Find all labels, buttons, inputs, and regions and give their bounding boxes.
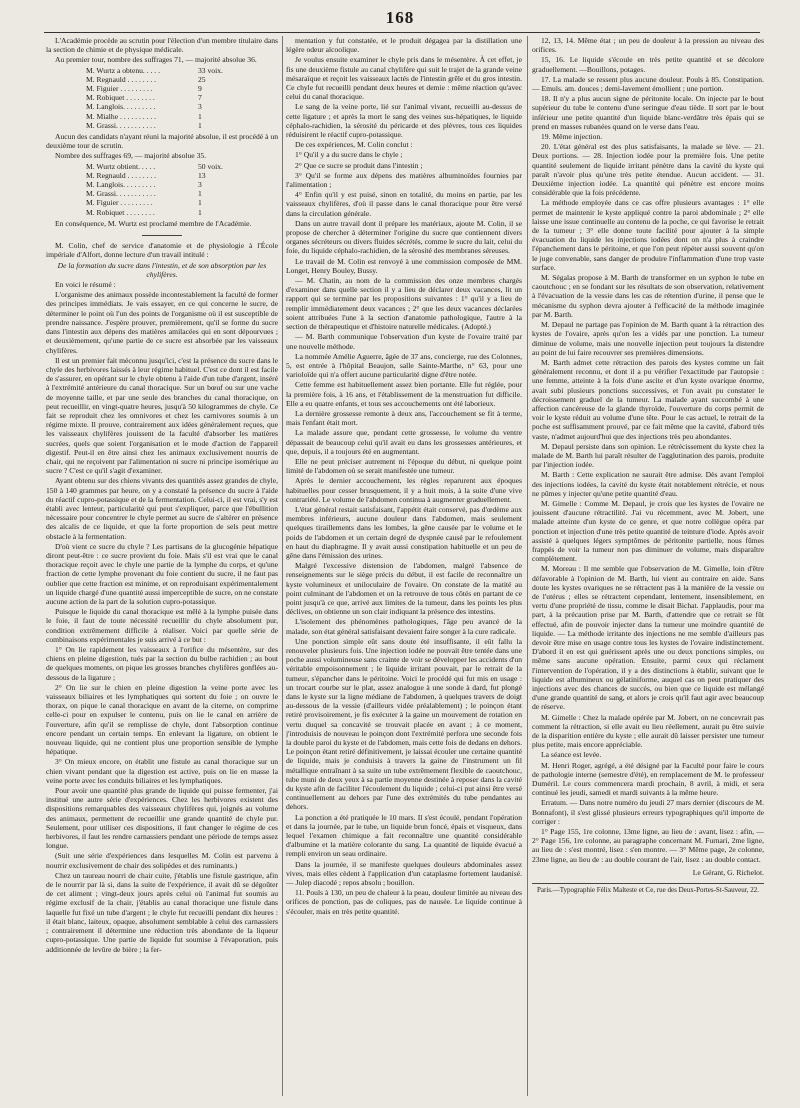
paragraph: La séance est levée. — [541, 750, 602, 760]
paragraph: Le travail de M. Colin est renvoyé à une commission composée de MM. Longet, Henry Bouley, Bussy. — [286, 256, 522, 275]
candidate-name: M. Langlois. . . . . . . . . — [86, 102, 156, 112]
vote-count: 1 — [198, 198, 202, 208]
paragraph: La dernière grossesse remonte à deux ans, l'accouchement se fit à terme, mais l'enfant était mort. — [286, 408, 522, 428]
vote-row — [46, 66, 278, 75]
signature: Le Gérant, G. Richelot. — [692, 867, 764, 877]
paragraph: 11. Pouls à 130, un peu de chaleur à la peau, douleur limitée au niveau des orifices de ponction, pas de coliques, pas de nausée. Le liquide continue à s'écouler, mais en très petite quantité. — [286, 888, 522, 916]
printer-imprint: Paris.—Typographie Félix Malteste et Ce, rue des Deux-Portes-St-Sauveur, 22. — [532, 883, 764, 895]
vote-row — [46, 84, 278, 93]
paragraph: — M. Barth communique l'observation d'un kyste de l'ovaire traité par une nouvelle méthode. — [286, 332, 522, 351]
candidate-name: M. Mialhe . . . . . . . . . . — [86, 111, 157, 121]
paragraph: M. Depaul persiste dans son opinion. Le rétrécissement du kyste chez la malade de M. Barth lui paraît résulter de l'agglutination des parois, produite par l'injection iodée. — [532, 441, 764, 470]
vote-row — [46, 102, 278, 111]
paragraph: Puisque le liquide du canal thoracique est mêlé à la lymphe puisée dans le foie, il faut de toute nécessité recueillir du chyle absolument pur, condition extrêmement difficile à réaliser. Voici par quelle série de combinaisons expérimentales je suis arrivé à ce but : — [46, 607, 278, 644]
paragraph: Erratum. — Dans notre numéro du jeudi 27 mars dernier (discours de M. Bonnafont), il s'est glissé plusieurs erreurs typographiques qu'il importe de corriger : — [532, 798, 764, 826]
column-3 — [532, 36, 764, 1100]
paragraph: 3° On mieux encore, on établit une fistule au canal thoracique sur un chien vivant pendant que la digestion est active, puis on lie en masse la veine porte avec les conduits biliaires et les lymphatiques. — [46, 757, 278, 785]
candidate-name: M. Regnauld . . . . . . . . — [86, 170, 157, 180]
paragraph: 18. Il n'y a plus aucun signe de péritonite locale. On injecte par le bout supérieur du tube le contenu d'une seringue d'eau tiède. Il sort par le bout inférieur une petite quantité d'un liquide blanc-verdâtre très épais qui se prend en masses rubanées quand on le verse dans l'eau. — [532, 94, 764, 131]
paragraph: L'état général restait satisfaisant, l'appétit était conservé, pas d'œdème aux membres inférieurs, aucune douleur dans l'abdomen, mais seulement quelques tiraillements dans les lombes, la gêne causée par le volume et le poids de l'abdomen et un certain degré de dyspnée causé par le refoulement en haut du diaphragme. Il y avait aussi constipation habituelle et un peu de gêne dans l'émission des urines. — [286, 504, 522, 560]
paragraph: Je voulus ensuite examiner le chyle pris dans le mésentère. À cet effet, je fis une deuxième fistule au canal chylifère qui suit le trajet de la grande veine mésaraïque et reçoit les vaisseaux lactés de l'intestin grêle et du gros intestin. Ce chyle fut recueilli pendant deux heures et demie : même réaction qu'avec celui du canal thoracique. — [286, 55, 522, 102]
column-3-body — [532, 36, 764, 864]
vote-row — [46, 93, 278, 102]
paragraph: M. Moreau : Il me semble que l'observation de M. Gimelle, loin d'être défavorable à l'opinion de M. Barth, lui vient au contraire en aide. Sans doute les kystes ovariques ne se rétractent pas à la manière de la vessie ou de l'utérus ; elles se rétractent cependant, lentement, insensiblement, en vertu d'une propriété de tissu, comme le disait Bichat. J'applaudis, pour ma part, à la précaution prise par M. Barth, d'attendre que ce retrait se fût effectué, afin de pouvoir injecter dans la tumeur une moindre quantité de liquide. — La méthode irritante des injections ne me semble d'ailleurs pas devoir être mise en usage contre tous les kystes de l'ovaire indistinctement. D'abord il en est qui guérissent après une ou deux ponctions simples, ou même sans aucune opération. Ensuite, parmi ceux qui réclament l'intervention de l'opération, il y a des distinctions à établir, suivant que le liquide est albumineux ou gélatiniforme, auquel cas on peut pratiquer des injections avec des chances de succès, ou bien que ce liquide est mélangé d'une grande quantité de sang, et alors je crois qu'il faut agir avec beaucoup de réserve. — [532, 564, 764, 712]
paragraph: L'isolement des phénomènes pathologiques, l'âge peu avancé de la malade, son état général satisfaisant devaient faire songer à la cure radicale. — [286, 617, 522, 636]
paragraph: 2° Que ce sucre se produit dans l'intestin ; — [295, 160, 423, 170]
paragraph: 1° Qu'il y a du sucre dans le chyle ; — [295, 150, 403, 160]
candidate-name: M. Robiquet . . . . . . . . — [86, 93, 155, 103]
colin-title: De la formation du sucre dans l'intestin, et de son absorption par les chylifères. — [57, 260, 267, 279]
paragraph: De ces expériences, M. Colin conclut : — [295, 140, 413, 150]
vote-row — [46, 75, 278, 84]
round2-heading: Nombre des suffrages 69, — majorité absolue 35. — [55, 151, 207, 161]
paragraph: Cette femme est habituellement assez bien portante. Elle fut réglée, pour la première fois, à 16 ans, et l'établissement de la menstruation fut difficile. Elle a eu quatre enfants, et tous ses accouchements ont été laborieux. — [286, 380, 522, 408]
paragraph: La nommée Amélie Aguerre, âgée de 37 ans, concierge, rue des Colonnes, 5, est entrée à l'hôpital Beaujon, salle Sainte-Marthe, n° 63, pour une varioloïde qui n'a offert aucune particularité digne d'être notée. — [286, 351, 522, 380]
paragraph: La méthode employée dans ce cas offre plusieurs avantages : 1° elle permet de maintenir le kyste appliqué contre la paroi abdominale ; 2° elle laisse une issue continuelle au contenu de la poche, ce qui favorise le retrait de la tumeur ; 3° elle donne toute facilité pour ajouter à la simple évacuation du liquide les injections iodées dont on n'a plus à craindre l'épanchement dans le péritoine, et que l'on peut répéter aussi souvent qu'on le juge convenable, sans danger de produire l'inflammation d'une trop vaste surface. — [532, 198, 764, 272]
vote-count: 1 — [198, 207, 202, 217]
paragraph: 17. La malade se ressent plus aucune douleur. Pouls à 85. Constipation. — Emuls. am. douces ; demi-lavement émollient ; une portion. — [532, 74, 764, 94]
candidate-name: M. Regnauld . . . . . . . . — [86, 74, 157, 84]
paragraph: Dans la journée, il se manifeste quelques douleurs abdominales assez vives, mais elles cèdent à l'application d'un cataplasme fortement laudanisé. — Julep diacodé ; repos absolu ; bouillon. — [286, 859, 522, 888]
paragraph: M. Ségalas propose à M. Barth de transformer en un syphon le tube en caoutchouc ; en se fondant sur les résultats de son observation, relativement à l'évacuation de la vessie dans les cas de rétention d'urine, il pense que le mécanisme du syphon devra ajouter à l'efficacité de la méthode imaginée par M. Barth. — [532, 273, 764, 319]
paragraph: Dans un autre travail dont il prépare les matériaux, ajoute M. Colin, il se propose de chercher à déterminer l'origine du sucre que contiennent divers organes sécréteurs ou divers fluides sécrétés, comme le sucre du lait, celui du foie, du liquide céphalo-rachidien, de la sérosité des membranes séreuses. — [286, 218, 522, 256]
column-1-body — [46, 290, 278, 953]
round2-table — [46, 162, 278, 217]
paragraph: La malade assure que, pendant cette grossesse, le volume du ventre dépassait de beaucoup celui qu'il avait eu dans les grossesses antérieures, et que, depuis, il a toujours été en augmentant. — [286, 428, 522, 456]
resume-heading: En voici le résumé : — [55, 280, 116, 290]
round1-table — [46, 66, 278, 130]
paragraph: M. Gimelle : Comme M. Depaul, je crois que les kystes de l'ovaire ne jouissent d'aucune rétractilité. J'ai vu récemment, avec M. Jobert, une malade atteinte d'un kyste de ce genre, et que notre collègue opéra par ponction et injection d'une très petite quantité de teinture d'iode. Après avoir assisté à quelques légers symptômes de péritonite partielle, nous fûmes frappés de voir la tumeur non pas diminuer de volume, mais disparaître complètement. — [532, 498, 764, 564]
page-number: 168 — [385, 8, 415, 27]
paragraph: Une ponction simple eût sans doute été insuffisante, il eût fallu la renouveler plusieurs fois. Une injection iodée ne pouvait être tentée dans une poche aussi volumineuse sans crainte de voir se développer les accidents d'un véritable empoisonnement ; le liquide irritant pouvait, par le retrait de la tumeur, s'épancher dans le péritoine. Voici le procédé qui fut mis en usage : un trocart courbe sur le plat, assez analogue à une sonde à dard, fut plongé dans le kyste sur la ligne médiane de l'abdomen, à quelques travers de doigt au-dessous de la vessie (d'ailleurs vidée préalablement) ; le poinçon étant retiré provisoirement, je fis exécuter à la gaine un mouvement de rotation en vertu duquel sa concavité se trouvait placée en avant ; à ce moment, j'introduisis de nouveau le poinçon dont l'extrémité perfora une seconde fois la double paroi du kyste et de l'abdomen, mais cette fois de dedans en dehors. Le poinçon étant retiré définitivement, je laissai écouler une certaine quantité de liquide, mais je conduisis à travers la gaine de l'instrument un fil métallique entraînant à sa suite un tube extrêmement flexible de caoutchouc, tube muni de deux yeux à sa partie moyenne destinée à reposer dans la cavité du kyste afin de faciliter l'écoulement du liquide ; celui-ci put ainsi être versé continuellement au dehors par l'une des extrémités du tube pendantes au dehors. — [286, 636, 522, 812]
paragraph: Le sang de la veine porte, lié sur l'animal vivant, recueilli au-dessus de cette ligature ; et après la mort le sang des veines sus-hépatiques, le liquide céphalo-rachidien, la sérosité du péricarde et des plèvres, tous ces liquides réduisirent le réactif cupro-potassique. — [286, 102, 522, 140]
paragraph: (Suit une série d'expériences dans lesquelles M. Colin est parvenu à nourrir exclusivement de chair des solipèdes et des ruminants.) — [46, 851, 278, 870]
paragraph: Il est un premier fait méconnu jusqu'ici, c'est la présence du sucre dans le chyle des herbivores laissés à leur régime habituel. C'est ce dont il est facile de s'assurer, en opérant sur le chyle obtenu à l'aide d'un tube d'argent, inséré à l'extrémité antérieure du canal thoracique. Sur un bœuf ou sur une vache de moyenne taille, et par une seule des branches du canal thoracique, on peut recueillir, en vingt-quatre heures, jusqu'à 50 kilogrammes de chyle. Ce fait se reproduit chez les omnivores et chez les carnivores soumis à un régime mixte. Il prouve, contrairement aux idées généralement reçues, que les vaisseaux chylifères jouissent de la faculté d'absorber les matières sucrées, quels que soient l'organisation et le mode d'action de l'appareil digestif. Peut-il en être ainsi chez les animaux exclusivement nourris de chair, qui ne reçoivent par l'alimentation ni sucre ni principe isomérique au sucre ? C'est ce qu'il s'agit d'examiner. — [46, 355, 278, 476]
paragraph: M. Barth : Cette explication ne saurait être admise. Dès avant l'emploi des injections iodées, la cavité du kyste était notablement rétrécie, et nous ne pûmes y injecter qu'une petite quantité d'eau. — [532, 470, 764, 498]
vote-count: 13 — [198, 170, 206, 180]
paragraph: M. Gimelle : Chez la malade opérée par M. Jobert, on ne concevrait pas comment la rétraction, si elle avait eu lieu réellement, aurait pu être suivie de la disparition entière du kyste ; elle aurait dû laisser persister une tumeur plus petite, mais encore appréciable. — [532, 712, 764, 750]
paragraph: L'organisme des animaux possède incontestablement la faculté de former des principes immédiats. Je vais essayer, en ce qui concerne le sucre, de déterminer le point où l'un des points de l'organisme où il est susceptible de prendre naissance. J'espère prouver, premièrement, qu'il se forme du sucre dans l'intestin aux dépens des matières amilacées qui en sont dépourvues ; et deuxièmement, qu'une partie de ce sucre est absorbée par les vaisseaux chylifères. — [46, 290, 278, 355]
vote-count: 9 — [198, 84, 202, 94]
candidate-name: M. Grassi. . . . . . . . . . . — [86, 120, 156, 130]
column-2 — [286, 36, 522, 1100]
round1-note: Aucun des candidats n'ayant réuni la majorité absolue, il est procédé à un deuxième tour de scrutin. — [46, 132, 278, 151]
paragraph: 15, 16. Le liquide s'écoule en très petite quantité et se décolore graduellement. —Bouillons, potages. — [532, 55, 764, 74]
candidate-name: M. Robiquet . . . . . . . . — [86, 207, 155, 217]
header-rule — [44, 32, 760, 33]
paragraph: Malgré l'excessive distension de l'abdomen, malgré l'absence de renseignements sur le siège précis du début, il est facile de reconnaître un kyste volumineux et uniloculaire de l'ovaire. On constate de la matité au point culminant de l'abdomen et on la retrouve de tous côtés en partant de ce point jusqu'à ce que, arrivé aux limites de la tumeur, dans les points les plus déclives, on obtienne un son clair indiquant la présence des intestins. — [286, 561, 522, 617]
paragraph: Ayant obtenu sur des chiens vivants des quantités assez grandes de chyle, 150 à 140 grammes par heure, on y a constaté la présence du sucre à l'aide du réactif cupro-potassique et de la fermentation. Celui-ci, il est vrai, s'y est établi avec lenteur, particularité qui peut s'expliquer, parce que l'ébullition nécessaire pour concentrer le chyle permet au sucre de s'altérer en présence des alcalis de ce liquide, et que la forte proportion de sels peut mettre obstacle à la fermentation. — [46, 476, 278, 541]
round1-heading: Au premier tour, nombre des suffrages 71, — majorité absolue 36. — [55, 55, 257, 65]
candidate-name: M. Langlois. . . . . . . . . — [86, 180, 156, 190]
vote-row — [46, 121, 278, 130]
paragraph: — M. Chatin, au nom de la commission des onze membres chargés d'examiner dans quelle section il y a lieu de déclarer deux vacances, lit un rapport qui se termine par les propositions suivantes : 1° qu'il y a lieu de remplir immédiatement deux vacances ; 2° que les deux vacances déclarées soient attribuées l'une à la section d'anatomie pathologique, l'autre à la section de thérapeutique et d'histoire naturelle médicales. (Adopté.) — [286, 276, 522, 332]
scrutiny-intro: L'Académie procède au scrutin pour l'élection d'un membre titulaire dans la section de chimie et de physique médicale. — [46, 36, 278, 55]
candidate-name: M. Figuier . . . . . . . . . — [86, 84, 153, 94]
paragraph: M. Barth admet cette rétraction des parois des kystes comme un fait généralement reconnu, et dont il a pu vérifier l'exactitude par l'autopsie : une femme, atteinte à la fois d'une ascite et d'un kyste ovarique énorme, avait subi plusieurs ponctions successives, et l'on avait pu constater le décroissement graduel de la tumeur. La malade ayant succombé à une affection cancéreuse de la glande thyroïde, l'ouverture du corps permit de voir le kyste réduit au volume d'une tête. Pour le cas actuel, le retrait de la poche est suffisamment prouvé, par ce fait même que la cavité, d'abord très vaste, n'admet aujourd'hui que des injections très peu abondantes. — [532, 357, 764, 441]
candidate-name: M. Wurtz obtient. . . . . — [86, 161, 156, 171]
paragraph: La ponction a été pratiquée le 10 mars. Il s'est écoulé, pendant l'opération et dans la journée, par le tube, un liquide brun foncé, épais et visqueux, dans lequel l'examen chimique a fait reconnaître une quantité considérable d'albumine et la matière colorante du sang. La quantité de liquide évacué a rempli environ un seau ordinaire. — [286, 812, 522, 859]
paragraph: Après le dernier accouchement, les règles reparurent aux époques habituelles pour cesser brusquement, il y a huit mois, à la suite d'une vive contrariété. Le volume de l'abdomen continua à augmenter graduellement. — [286, 476, 522, 504]
candidate-name: M. Wurtz a obtenu. . . . . — [86, 65, 161, 75]
vote-row — [46, 171, 278, 180]
vote-row — [46, 112, 278, 121]
paragraph: M. Depaul ne partage pas l'opinion de M. Barth quant à la rétraction des kystes de l'ovaire, après qu'on les a vidés par une ponction. La tumeur diminue de volume, mais une nouvelle injection peut toujours la distendre au point de lui faire recouvrer ses premières dimensions. — [532, 320, 764, 357]
vote-count: 1 — [198, 120, 202, 130]
vote-count: 1 — [198, 189, 202, 199]
vote-row — [46, 198, 278, 207]
vote-count: 3 — [198, 180, 202, 190]
paragraph: Elle ne peut préciser autrement ni l'époque du début, ni quelque point limité de l'abdomen où se serait manifestée une tumeur. — [286, 456, 522, 476]
vote-row — [46, 180, 278, 189]
paragraph: 2° On lie sur le chien en pleine digestion la veine porte avec les vaisseaux biliaires et les lymphatiques qui sortent du foie ; on ouvre le thorax, on pique le canal thoracique en avant de la citerne, on comprime celle-ci pour en expulser le contenu, puis on lie le canal en arrière de l'ouverture, afin qu'il se remplisse de chyle, dont l'absorption continue encore pendant un certain temps. En enlevant la ligature, on obtient le nouveau liquide, qui ne contient plus une proportion sensible de lymphe hépatique. — [46, 682, 278, 757]
election-result: En conséquence, M. Wurtz est proclamé membre de l'Académie. — [55, 218, 252, 228]
vote-count: 33 voix. — [198, 65, 223, 75]
paragraph: 19. Même injection. — [541, 132, 603, 142]
paragraph: mentation y fut constatée, et le produit dégagea par la distillation une légère odeur alcoolique. — [286, 36, 522, 55]
vote-row — [46, 208, 278, 217]
paragraph: 12, 13, 14. Même état ; un peu de douleur à la pression au niveau des orifices. — [532, 36, 764, 55]
vote-row — [46, 189, 278, 198]
paragraph: D'où vient ce sucre du chyle ? Les partisans de la glucogénie hépatique diront peut-être : ce sucre provient du foie. Mais s'il est vrai que le canal thoracique reçoit avec le chyle une partie de la lymphe du corps, et qu'une fraction de cette lymphe provenant du foie contient du sucre, il ne faut pas oublier que cette fraction est minime, et on reproduisant expérimentalement un liquide chargé d'une quantité aussi imperceptible de sucre, on ne constate aucune action de la part de la solution cupro-potassique. — [46, 541, 278, 606]
paragraph: 1° Page 155, 1re colonne, 13me ligne, au lieu de : avant, lisez : afin, — 2° Page 156, 1re colonne, au paragraphe concernant M. Furnari, 2me ligne, au lieu de : s'est montré, lisez : s'en montre. — 3° Même page, 2e colonne, 23me ligne, au lieu de : au double courant de l'air, lisez : au double contact. — [532, 827, 764, 864]
candidate-name: M. Grassi. . . . . . . . . . . — [86, 189, 156, 199]
vote-row — [46, 162, 278, 171]
candidate-name: M. Figuier . . . . . . . . . — [86, 198, 153, 208]
paragraph: 4° Enfin qu'il y est puisé, sinon en totalité, du moins en partie, par les vaisseaux chylifères, d'où il passe dans le canal thoracique pour être versé dans la circulation générale. — [286, 190, 522, 218]
paragraph: Chez un taureau nourri de chair cuite, j'établis une fistule gastrique, afin de le nourrir par là si, dans la suite de l'expérience, il avait dû se dégoûter de cet aliment ; vingt-deux jours après celui où l'animal fut soumis au régime exclusif de la chair, j'établis au canal thoracique une fistule dans laquelle fut fixé un tube d'argent ; le chyle fut recueilli pendant dix heures : il était blanc, laiteux, opaque, absolument semblable à celui des carnassiers ; contrairement il détermine une réduction très abondante de la liqueur cupro-potassique. Une partie de liquide fut soumise à l'évaporation, puis additionnée de levûre de bière ; la fer- — [46, 870, 278, 954]
column-divider — [282, 36, 283, 1096]
section-separator — [46, 230, 278, 239]
vote-count: 25 — [198, 74, 206, 84]
paragraph: 3° Qu'il se forme aux dépens des matières albuminoïdes fournies par l'alimentation ; — [286, 170, 522, 190]
vote-count: 50 voix. — [198, 161, 223, 171]
vote-count: 3 — [198, 102, 202, 112]
paragraph: 1° On lie rapidement les vaisseaux à l'orifice du mésentère, sur des chiens en pleine digestion, tués par la section du bulbe rachidien ; au bout de quelques moments, on pique les grosses branches chylifères gonflées au-dessous de la ligature ; — [46, 645, 278, 682]
paragraph: Pour avoir une quantité plus grande de liquide qui puisse fermenter, j'ai institué une autre série d'expériences. Chez les herbivores existent des dispositions remarquables des vaisseaux chylifères qui, joignés au volume des animaux, permettent de recueillir une grande quantité de chyle pur. Seulement, pour utiliser ces dispositions, il faut changer le régime de ces herbivores, il faut les rendre carnassiers pendant une période de temps assez longue. — [46, 786, 278, 851]
vote-count: 7 — [198, 93, 202, 103]
paragraph: 20. L'état général est des plus satisfaisants, la malade se lève. — 21. Deux portions. — 28. Injection iodée pour la première fois. Une petite quantité seulement de liquide irritant pénètre dans la cavité du kyste qui paraît n'avoir plus qu'une très petite étendue. Aucun accident. — 31. Deuxième injection iodée. La quantité qui pénètre est encore moins considérable que la fois précédente. — [532, 142, 764, 198]
colin-intro: M. Colin, chef de service d'anatomie et de physiologie à l'École impériale d'Alfort, donne lecture d'un travail intitulé : — [46, 241, 278, 260]
paragraph: M. Henri Roger, agrégé, a été désigné par la Faculté pour faire le cours de pathologie interne (semestre d'été), en remplacement de M. le professeur Duméril. Le cours commencera mardi prochain, 8 avril, à midi, et sera continué les jeudi, samedi et mardi suivants à la même heure. — [532, 760, 764, 798]
column-1 — [46, 36, 278, 1100]
column-2-body — [286, 36, 522, 916]
vote-count: 1 — [198, 111, 202, 121]
column-divider — [527, 36, 528, 1096]
